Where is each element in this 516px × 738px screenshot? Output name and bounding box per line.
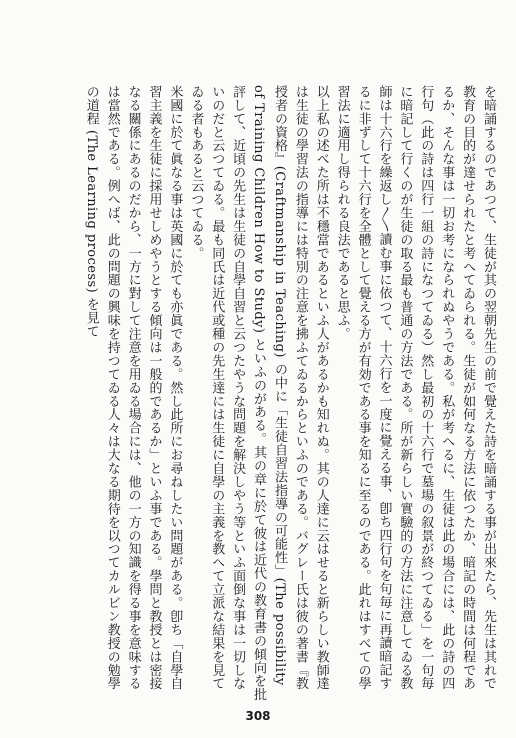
- page-number: 308: [245, 709, 271, 723]
- paragraph: 以上私の述べた所は不穩當であるといふ人があるかも知れぬ。其の人達に云はせると新らしい教師達は生徒の學習法の指導には特別の注意を拂ふてゐるからといふのである。バグレー氏は彼の著書『教授者の資格』(Craftmanship in Teaching) の中に「生徒自習法指導の可能性」(The possibility of Training Children How to Study) といふのがある。其の章に於て彼は近代の教育書の傾向を批評して、近頃の先生は生徒の自學自習と云つたやうな問題を解決しやう等といふ面倒な事は一切しないのだと云つてゐる。最も同氏は近代或種の先生達には生徒に自學の主義を教へて立派な結果を見てゐる者もあると云つてゐる。: [188, 85, 329, 702]
- body-text: [28, 85, 498, 703]
- paragraph: を暗誦するのであつて、生徒が其の翌朝先生の前で覺えた詩を暗誦する事が出來たら、先生は其れで教育の目的が達せられたと考へてゐられる。生徒が如何なる方法に依つたか、暗記の時間は何程であるか、そんな事は一切お考になられぬやうである。私が考へるに、生徒は此の場合には、此の詩の四行句（此の詩は四行一組の詩になつてゐる）然し最初の十六行で墓場の叙景が終つてゐる」を一句毎に暗記して行くのが生徒の取る最も普通の方法である。所が新らしい實驗的の方法に注意してゐる教師は十六行を繰返し〳〵讀む事に依つて、十六行を一度に覺える事、卽ち四行句を句毎に再讀暗記するに非ずして十六行を全體として覺える方が有効である事を知るに至るのである。此れはすべての學習法に適用し得られる良法であると思ふ。: [334, 85, 496, 691]
- paragraph: 米國に於て眞なる事は英國に於ても亦眞である。然し此所にお尋ねしたい問題がある。卽ち「自學自習主義を生徒に採用せしめやうとする傾向は一般的であるか」といふ事である。學問と教授とは密接なる關係にあるのだから、一方に對して注意を用ゐる場合には、他の一方の知識を得る事を意味するは當然である。例へば、此の問題の興味を持つてゐる人々は大なる期待を以つてカルビン教授の勉學の道程 (The Learning process) を見て: [83, 85, 183, 691]
